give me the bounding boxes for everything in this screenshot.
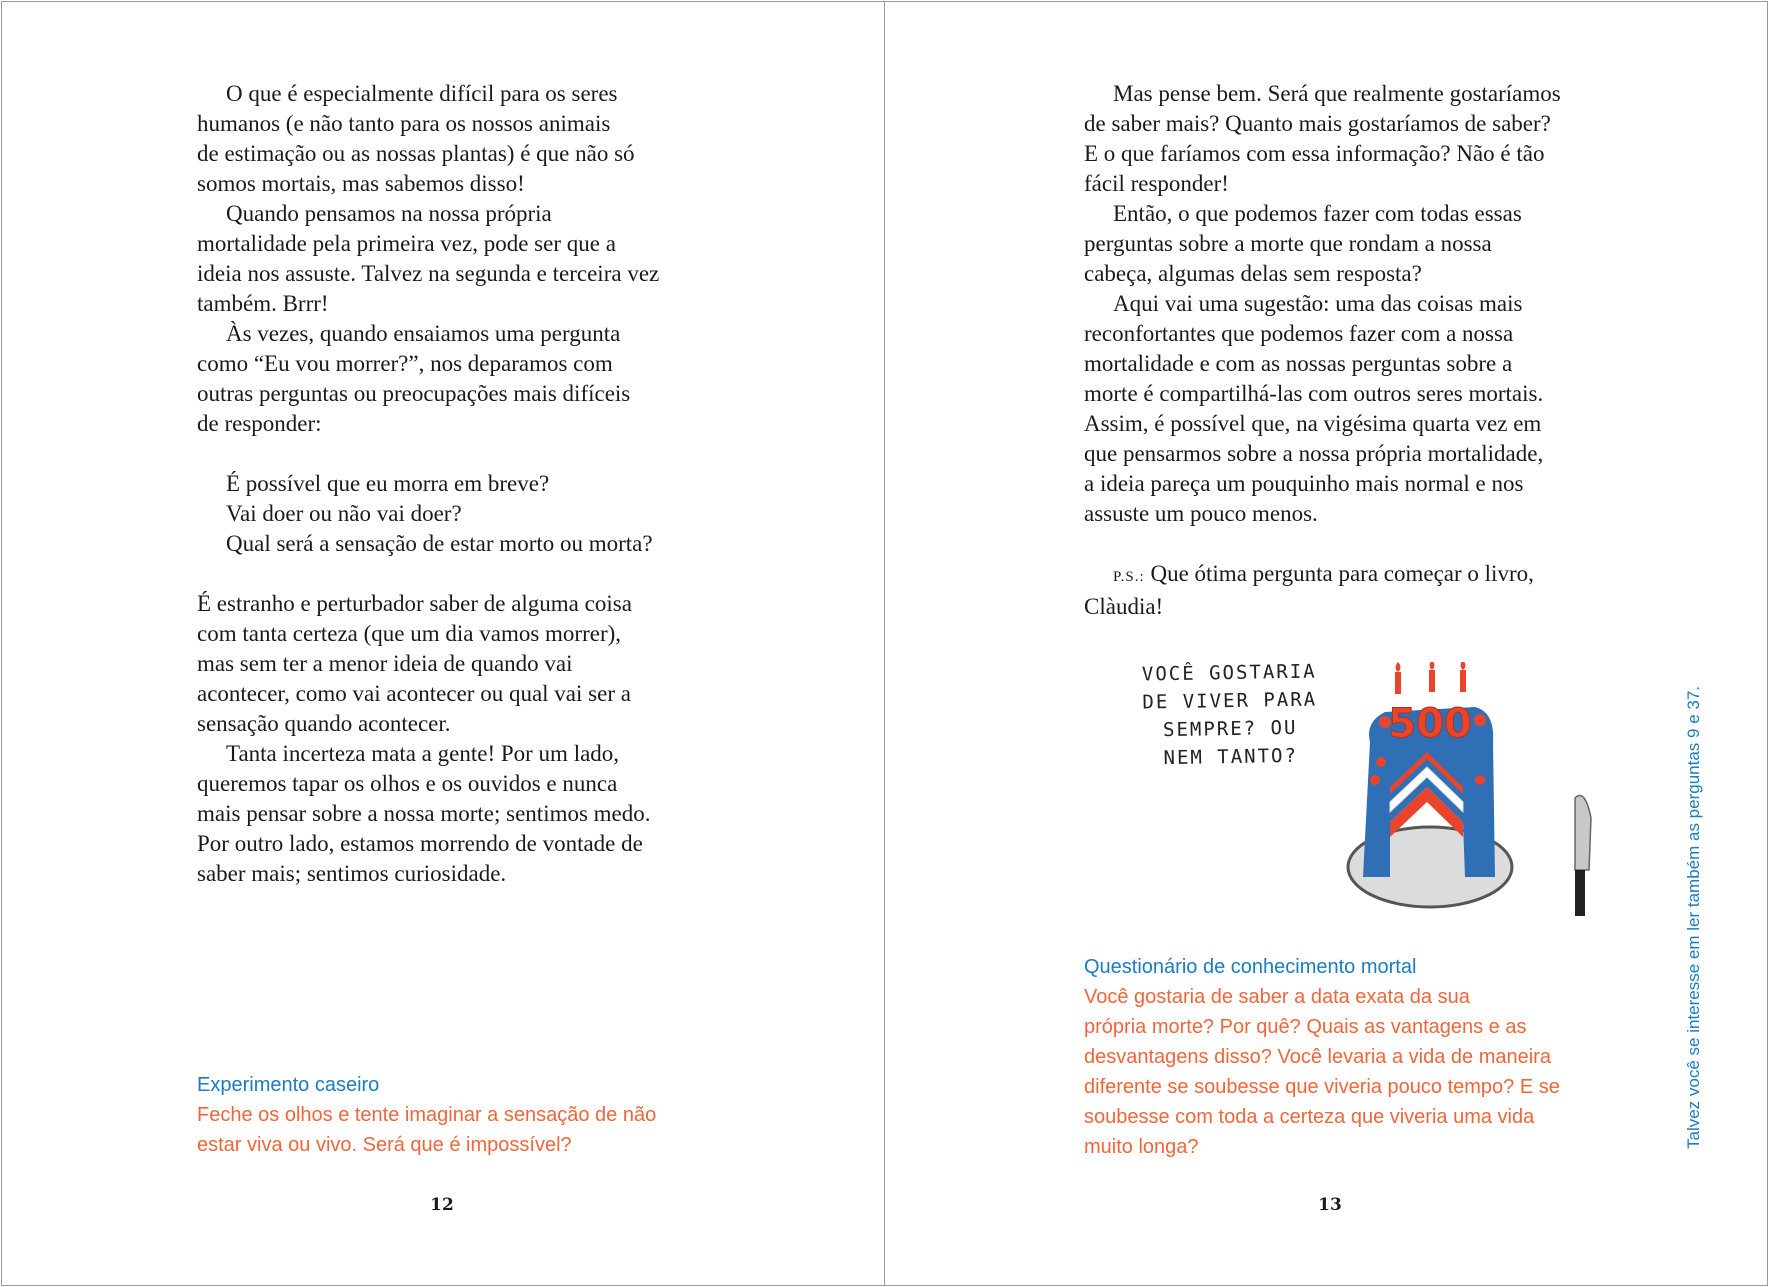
left-page <box>1 1 885 1286</box>
cake-illustration <box>1345 662 1515 927</box>
paragraph: Às vezes, quando ensaiamos uma pergunta como “Eu vou morrer?”, nos deparamos com outras perguntas ou preocupações mais difíceis de responder: <box>197 321 631 436</box>
paragraph: Aqui vai uma sugestão: uma das coisas mais reconfortantes que podemos fazer com a nossa mortalidade e com as nossas perguntas sobre a morte é compartilhá-las com outros seres mortais. Assim, é possível que, na vigésima quarta vez em que pensarmos sobre a nossa própria mortalidade, a ideia pareça um pouquinho mais normal e nos assuste um pouco menos. <box>1084 291 1544 526</box>
question-line: Vai doer ou não vai doer? <box>226 501 462 526</box>
paragraph: Mas pense bem. Será que realmente gostaríamos de saber mais? Quanto mais gostaríamos de saber? E o que faríamos com essa informação? Não é tão fácil responder! <box>1084 81 1561 196</box>
questionnaire-line: própria morte? Por quê? Quais as vantagens e as <box>1084 1016 1527 1038</box>
cake-number: 500 <box>1388 701 1472 747</box>
ps-label: P.S.: <box>1113 569 1145 585</box>
postscript: P.S.: Que ótima pergunta para começar o livro, Clàudia! <box>1084 561 1534 619</box>
paragraph: O que é especialmente difícil para os seres humanos (e não tanto para os nossos animais de estimação ou as nossas plantas) é que não só somos mortais, mas sabemos disso! <box>197 81 635 196</box>
question-line: É possível que eu morra em breve? <box>226 471 550 496</box>
question-line: Qual será a sensação de estar morto ou morta? <box>226 531 653 556</box>
knife-illustration <box>1565 788 1595 918</box>
paragraph: Quando pensamos na nossa própria mortalidade pela primeira vez, pode ser que a ideia nos assuste. Talvez na segunda e terceira vez também. Brrr! <box>197 201 660 316</box>
experiment-line: estar viva ou vivo. Será que é impossível? <box>197 1134 572 1156</box>
questionnaire-line: Você gostaria de saber a data exata da sua <box>1084 986 1470 1008</box>
experiment-title: Experimento caseiro <box>197 1074 380 1096</box>
experiment-line: Feche os olhos e tente imaginar a sensação de não <box>197 1104 657 1126</box>
questionnaire-box <box>1084 952 1604 1162</box>
speech-handwriting: VOCÊ GOSTARIA DE VIVER PARA SEMPRE? OU NEM TANTO? <box>1141 660 1318 770</box>
questionnaire-title: Questionário de conhecimento mortal <box>1084 956 1417 978</box>
questionnaire-line: soubesse com toda a certeza que viveria uma vida <box>1084 1106 1535 1128</box>
paragraph: É estranho e perturbador saber de alguma coisa com tanta certeza (que um dia vamos morrer), mas sem ter a menor ideia de quando vai acontecer, como vai acontecer ou qual vai ser a sensação quando acontecer. <box>197 591 632 736</box>
paragraph: Tanta incerteza mata a gente! Por um lado, queremos tapar os olhos e os ouvidos e nunca mais pensar sobre a nossa morte; sentimos medo. Por outro lado, estamos morrendo de vontade de saber mais; sentimos curiosidade. <box>197 741 651 886</box>
questionnaire-line: muito longa? <box>1084 1136 1199 1158</box>
questionnaire-line: desvantagens disso? Você levaria a vida de maneira <box>1084 1046 1551 1068</box>
experiment-box <box>197 1070 717 1160</box>
left-body-text <box>197 79 717 889</box>
page-number: 12 <box>430 1195 454 1215</box>
questionnaire-line: diferente se soubesse que viveria pouco tempo? E se <box>1084 1076 1560 1098</box>
right-page <box>884 1 1768 1286</box>
right-body-text <box>1084 79 1644 622</box>
paragraph: Então, o que podemos fazer com todas essas perguntas sobre a morte que rondam a nossa cabeça, algumas delas sem resposta? <box>1084 201 1522 286</box>
side-note: Talvez você se interesse em ler também as perguntas 9 e 37. <box>1684 685 1703 1149</box>
page-number: 13 <box>1318 1195 1342 1215</box>
